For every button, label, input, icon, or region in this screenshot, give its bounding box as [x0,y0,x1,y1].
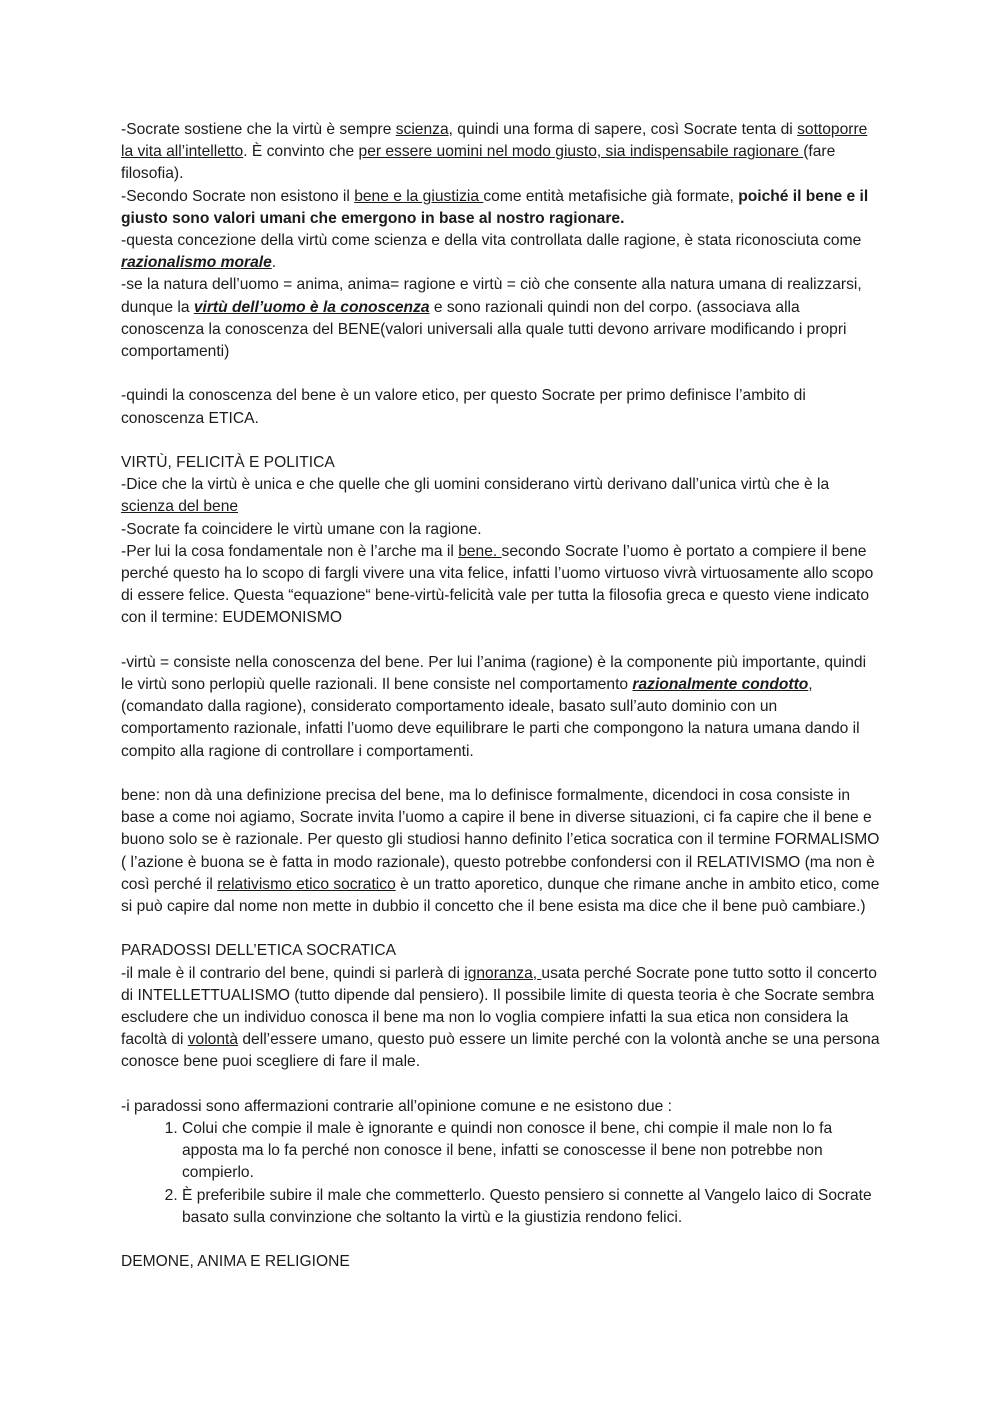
text: quindi una forma di sapere, così Socrate tenta di [452,121,798,138]
list-item: 2. È preferibile subire il male che commetterlo. Questo pensiero si connette al Vangelo laico di Socrate basato sulla convinzione che soltanto la virtù e la giustizia rendono felici. [182,1185,881,1229]
underlined-text: per essere uomini nel modo giusto, sia indispensabile ragionare [358,143,804,161]
list-item: 1. Colui che compie il male è ignorante e quindi non conosce il bene, chi compie il male non lo fa apposta ma lo fa perché non conosce il bene, infatti se conoscesse il bene non potrebbe non compierlo. [182,1118,881,1185]
underlined-text: volontà [187,1031,239,1049]
spacer [121,1074,881,1096]
paragraph-virtue-reason: -Socrate fa coincidere le virtù umane con la ragione. [121,520,482,538]
spacer [121,630,881,652]
text: è un tratto aporetico, dunque che rimane anche in ambito etico, come si può capire dal nome non mette in dubbio il concetto che il bene esista ma dice che il bene può cambiare.) [121,875,880,916]
underlined-text: scienza del bene [121,498,239,516]
text: . [271,254,277,272]
document-body [121,119,881,1273]
spacer [121,763,881,785]
emphasis-text: razionalmente condotto [632,676,809,694]
spacer [121,430,881,452]
spacer [121,363,881,385]
text: -Dice che la virtù è unica e che quelle che gli uomini considerano virtù derivano dall’unica virtù che è la [121,476,830,494]
emphasis-text: virtù dell’uomo è la conoscenza [193,298,430,316]
emphasis-text: razionalismo morale [121,254,272,272]
paragraph-virtue-knowledge [121,652,881,763]
underlined-text: bene. [458,542,502,560]
paragraph-intellectualism [121,963,881,1074]
paragraph-eudemonism [121,541,881,630]
paragraph-formalism [121,785,881,918]
text: , (comandato dalla ragione), considerato comportamento ideale, basato sull’auto dominio con un comportamento razionale, infatti l’uomo deve equilibrare le parti che compongono la natura umana dando il compito alla ragione di controllare i comportamenti. [121,676,860,760]
bold-text: poiché il bene e il giusto sono valori umani che emergono in base al nostro ragionare. [121,187,869,227]
section-heading-demon-soul-religion: DEMONE, ANIMA E RELIGIONE [121,1253,350,1271]
text: (fare filosofia). [121,143,836,183]
text: -il male è il contrario del bene, quindi si parlerà di [121,964,465,982]
text: e sono razionali quindi non del corpo. (associava alla conoscenza la conoscenza del BENE(valori universali alla quale tutti devono arrivare modificando i propri comportamenti) [121,298,847,361]
text: dell’essere umano, questo può essere un limite perché con la volontà anche se una persona conosce bene puoi scegliere di fare il male. [121,1031,880,1071]
text: -Secondo Socrate non esistono il [121,187,355,205]
underlined-text: ignoranza, [464,964,542,982]
section-heading-paradoxes: PARADOSSI DELL’ETICA SOCRATICA [121,942,396,960]
underlined-text: bene e la giustizia [354,187,484,205]
paradox-list [121,1118,881,1229]
paragraph-moral-rationalism [121,230,881,274]
paragraph-unique-virtue [121,474,881,518]
underlined-text: sottoporre la vita all’intelletto [121,121,868,161]
underlined-text: scienza, [395,121,453,138]
section-heading-virtue-happiness-politics: VIRTÙ, FELICITÀ E POLITICA [121,454,335,472]
paragraph-good-justice [121,186,881,230]
spacer [121,1229,881,1251]
text: -se la natura dell’uomo = anima, anima= ragione e virtù = ciò che consente alla natura umana di realizzarsi, dunque la [121,276,862,316]
text: come entità metafisiche già formate, [483,187,739,205]
paragraph-paradoxes-intro: -i paradossi sono affermazioni contrarie all’opinione comune e ne esistono due : [121,1097,673,1115]
text: -Socrate sostiene che la virtù è sempre [121,121,396,138]
paragraph-human-nature [121,274,881,363]
text: -Per lui la cosa fondamentale non è l’arche ma il [121,542,459,560]
text: secondo Socrate l’uomo è portato a compiere il bene perché questo ha lo scopo di fargli vivere una vita felice, infatti l’uomo virtuoso vivrà virtuosamente allo scopo di essere felice. Questa “equazione“ bene-virtù-felicità vale per tutta la filosofia greca e questo viene indicato con il termine: EUDEMONISMO [121,542,874,627]
paragraph-ethics: -quindi la conoscenza del bene è un valore etico, per questo Socrate per primo definisce l’ambito di conoscenza ETICA. [121,387,806,427]
spacer [121,918,881,940]
text: -virtù = consiste nella conoscenza del bene. Per lui l’anima (ragione) è la componente più importante, quindi le virtù sono perlopiù quelle razionali. Il bene consiste nel comportamento [121,653,867,694]
text: bene: non dà una definizione precisa del bene, ma lo definisce formalmente, dicendoci in cosa consiste in base a come noi agiamo, Socrate invita l’uomo a capire il bene in diverse situazioni, ci fa capire che il bene e buono solo se è razionale. Per questo gli studiosi hanno definito l’etica socratica con il termine FORMALISMO ( l’azione è buona se è fatta in modo razionale), questo potrebbe confondersi con il RELATIVISMO (ma non è così perché il [121,787,880,893]
paragraph-virtue-science [121,119,881,186]
text: usata perché Socrate pone tutto sotto il concerto di INTELLETTUALISMO (tutto dipende dal pensiero). Il possibile limite di questa teoria è che Socrate sembra escludere che un individuo conosca il bene ma non lo voglia compiere infatti la sua etica non considera la facoltà di [121,964,877,1049]
text: . È convinto che [243,143,359,161]
underlined-text: relativismo etico socratico [217,875,396,893]
text: -questa concezione della virtù come scienza e della vita controllata dalle ragione, è stata riconosciuta come [121,232,862,250]
